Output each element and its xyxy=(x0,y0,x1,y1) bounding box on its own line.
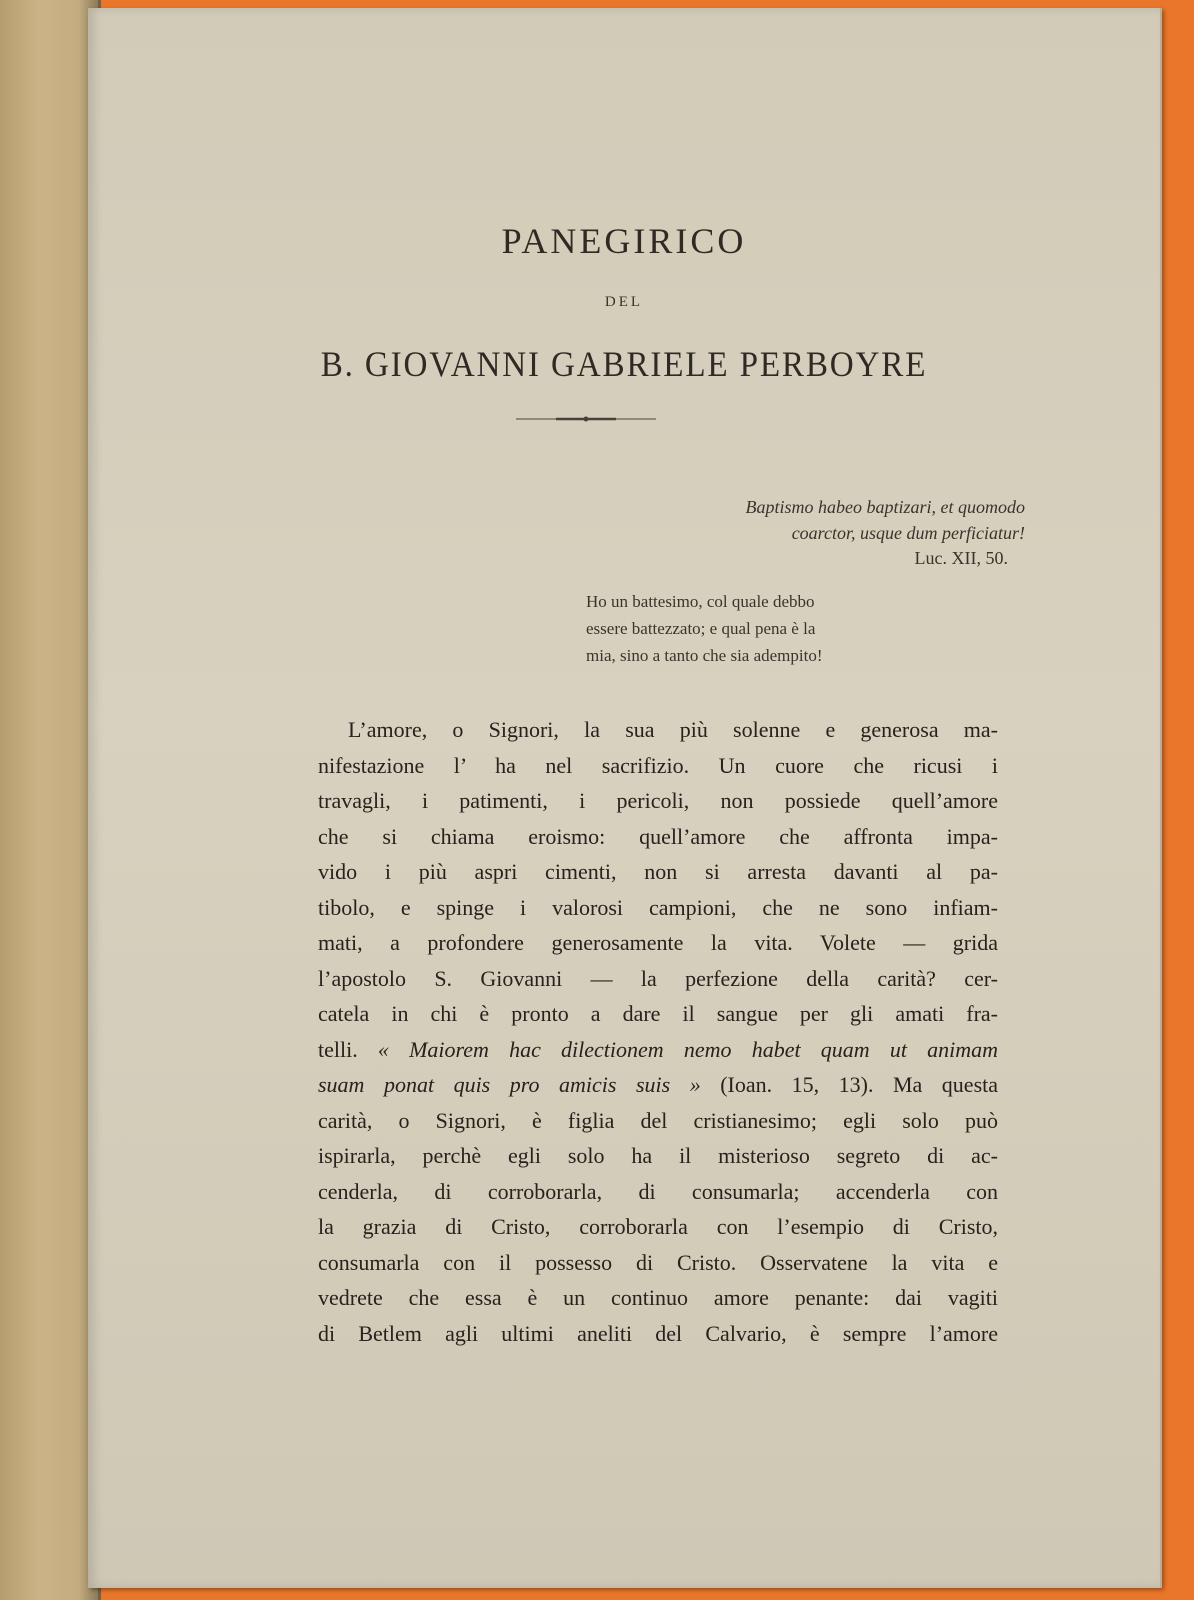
text-line: carità, o Signori, è figlia del cristianesimo; egli solo può xyxy=(318,1107,998,1133)
text-line: nifestazione l’ ha nel sacrifizio. Un cuore che ricusi i xyxy=(318,752,998,778)
epigraph-italian: Ho un battesimo, col quale debbo essere battezzato; e qual pena è la mia, sino a tanto che sia adempito! xyxy=(586,592,823,665)
text-line-quote-end xyxy=(318,1067,998,1103)
text-line: la grazia di Cristo, corroborarla con l’esempio di Cristo, xyxy=(318,1214,998,1239)
text-fragment: telli. xyxy=(318,1036,378,1062)
epigraph-reference: Luc. XII, 50. xyxy=(914,548,1008,568)
document-page xyxy=(88,8,1162,1588)
text-line-quote-start xyxy=(318,1032,998,1068)
text-line: vedrete che essa è un continuo amore penante: dai vagiti xyxy=(318,1285,998,1310)
decorative-rule xyxy=(516,415,656,423)
text-line: l’apostolo S. Giovanni — la perfezione della carità? cer- xyxy=(318,965,998,991)
epigraph-latin: Baptismo habeo baptizari, et quomodo coarctor, usque dum perficiatur! xyxy=(745,497,1025,543)
text-line: tibolo, e spinge i valorosi campioni, che ne sono infiam- xyxy=(318,894,998,920)
text-line: consumarla con il possesso di Cristo. Osservatene la vita e xyxy=(318,1249,998,1275)
text-line: mati, a profondere generosamente la vita. Volete — grida xyxy=(318,930,998,955)
latin-quote: « Maiorem hac dilectionem nemo habet quam ut animam xyxy=(377,1036,998,1062)
text-line: catela in chi è pronto a dare il sangue per gli amati fra- xyxy=(318,1001,998,1026)
previous-page-edge xyxy=(0,0,101,1600)
page-title: PANEGIRICO xyxy=(501,221,747,261)
body-text xyxy=(318,712,998,1351)
text-line: vido i più aspri cimenti, non si arresta davanti al pa- xyxy=(318,859,998,884)
latin-quote: suam ponat quis pro amicis suis » xyxy=(318,1072,701,1097)
text-line: ispirarla, perchè egli solo ha il misterioso segreto di ac- xyxy=(318,1143,998,1168)
text-fragment: (Ioan. 15, 13). Ma questa xyxy=(700,1072,999,1097)
page-subtitle: B. GIOVANNI GABRIELE PERBOYRE xyxy=(320,344,928,384)
text-line: che si chiama eroismo: quell’amore che affronta impa- xyxy=(318,823,998,849)
text-line: L’amore, o Signori, la sua più solenne e generosa ma- xyxy=(348,717,998,742)
title-connector: DEL xyxy=(604,294,644,310)
text-line: di Betlem agli ultimi aneliti del Calvario, è sempre l’amore xyxy=(318,1320,998,1346)
text-line: travagli, i patimenti, i pericoli, non possiede quell’amore xyxy=(318,788,998,813)
text-line: cenderla, di corroborarla, di consumarla; accenderla con xyxy=(318,1178,998,1204)
